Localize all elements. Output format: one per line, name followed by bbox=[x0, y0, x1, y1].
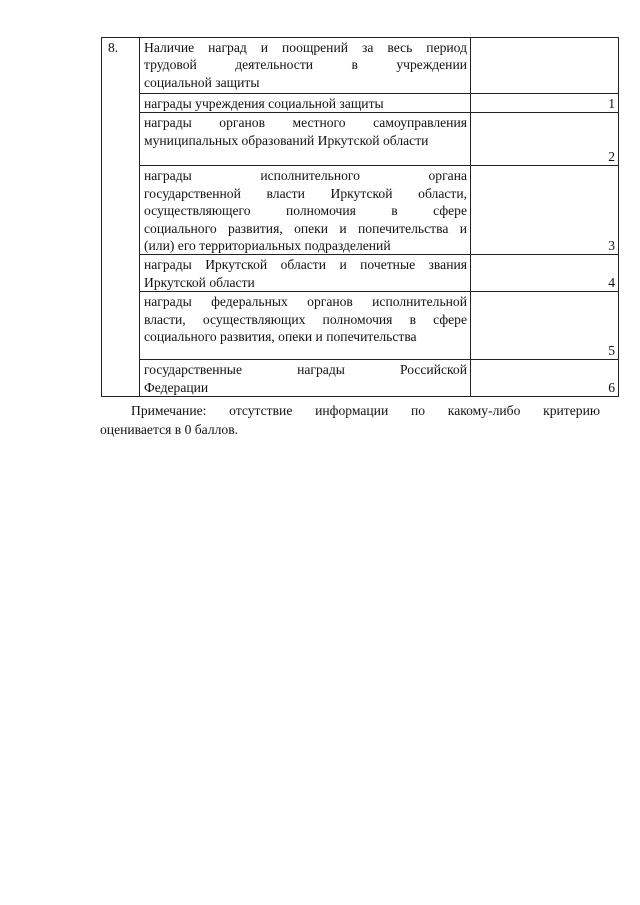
sub-criterion-text bbox=[140, 94, 471, 113]
sub-criterion-line: награды исполнительного органа bbox=[144, 168, 467, 184]
footnote-line: оценивается в 0 баллов. bbox=[100, 422, 239, 437]
sub-criterion-line: государственной власти Иркутской области, bbox=[144, 185, 467, 201]
sub-criterion-line: социального развития, опеки и попечительства bbox=[144, 329, 417, 345]
sub-criterion-line: осуществляющего полномочия в сфере bbox=[144, 203, 467, 219]
table-row bbox=[102, 113, 619, 166]
table-row bbox=[102, 292, 619, 360]
sub-criterion-line: награды органов местного самоуправления bbox=[144, 115, 467, 131]
criterion-number: 8. bbox=[102, 38, 140, 397]
footnote bbox=[100, 401, 600, 439]
sub-criterion-text bbox=[140, 113, 471, 166]
sub-criterion-line: награды федеральных органов исполнительной bbox=[144, 294, 467, 310]
sub-criterion-line: награды учреждения социальной защиты bbox=[144, 96, 384, 111]
score-value: 6 bbox=[471, 360, 619, 397]
sub-criterion-text bbox=[140, 292, 471, 360]
score-value: 4 bbox=[471, 255, 619, 292]
sub-criterion-text bbox=[140, 166, 471, 255]
sub-criterion-line: социального развития, опеки и попечительства и bbox=[144, 220, 467, 236]
footnote-line: Примечание: отсутствие информации по какому-либо критерию bbox=[131, 403, 600, 418]
sub-criterion-line: награды Иркутской области и почетные звания bbox=[144, 257, 467, 273]
sub-criterion-line: Федерации bbox=[144, 379, 209, 395]
sub-criterion-line: (или) его территориальных подразделений bbox=[144, 238, 391, 254]
criterion-title-line: Наличие наград и поощрений за весь период bbox=[144, 40, 467, 55]
score-value: 3 bbox=[471, 166, 619, 255]
sub-criterion-line: власти, осуществляющих полномочия в сфере bbox=[144, 311, 467, 327]
score-value: 2 bbox=[471, 113, 619, 166]
sub-criterion-line: муниципальных образований Иркутской области bbox=[144, 132, 429, 148]
sub-criterion-line: государственные награды Российской bbox=[144, 362, 467, 378]
criterion-title bbox=[140, 38, 471, 94]
sub-criterion-text bbox=[140, 360, 471, 397]
score-cell-empty bbox=[471, 38, 619, 94]
criterion-title-line: социальной защиты bbox=[144, 74, 260, 90]
criterion-header-row bbox=[102, 38, 619, 94]
table-row bbox=[102, 166, 619, 255]
table-row bbox=[102, 94, 619, 113]
sub-criterion-line: Иркутской области bbox=[144, 274, 255, 290]
table-row bbox=[102, 360, 619, 397]
sub-criterion-text bbox=[140, 255, 471, 292]
table-row bbox=[102, 255, 619, 292]
score-value: 5 bbox=[471, 292, 619, 360]
criteria-table bbox=[101, 37, 619, 397]
score-value: 1 bbox=[471, 94, 619, 113]
criterion-title-line: трудовой деятельности в учреждении bbox=[144, 57, 467, 73]
